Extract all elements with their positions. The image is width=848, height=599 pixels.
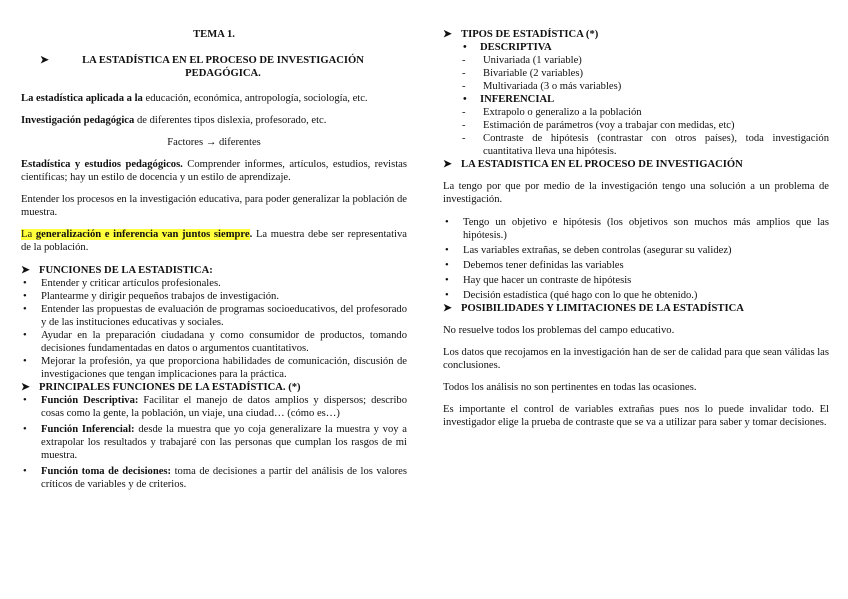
proceso-list [443, 216, 829, 302]
paragraph-estadistica-aplicada [21, 92, 407, 105]
highlighted-text [21, 229, 250, 240]
principales-list [21, 394, 407, 491]
item-bold: Función Inferencial: [41, 424, 135, 435]
paragraph-generalizacion [21, 228, 407, 254]
item-bold: Función Descriptiva: [41, 395, 139, 406]
list-item: • Hay que hacer un contraste de hipótesis [443, 274, 829, 287]
paragraph-limitacion-2: Los datos que recojamos en la investigación han de ser de calidad para que sean válidas las conclusiones. [443, 347, 829, 371]
paragraph-estudios [21, 158, 407, 184]
inferencial-list [443, 106, 829, 158]
section-heading-principales [21, 381, 407, 394]
descriptiva-label: • DESCRIPTIVA [443, 41, 829, 54]
highlight-bold: generalización e inferencia van juntos siempre [35, 229, 250, 240]
arrow-bullet-icon: ➤ [443, 303, 452, 314]
paragraph-limitacion-4: Es importante el control de variables extrañas pues nos lo puede invalidar todo. El investigador elige la prueba de contraste que se va a utilizar para saber y tomar decisiones. [443, 404, 829, 428]
arrow-bullet-icon: ➤ [443, 29, 452, 40]
list-item [21, 465, 407, 491]
funciones-list [21, 277, 407, 381]
heading-text: FUNCIONES DE LA ESTADISTICA: [39, 265, 213, 276]
section-heading-proceso [443, 158, 829, 171]
item-bold: Función toma de decisiones: [41, 466, 172, 477]
paragraph-text: educación, económica, antropología, sociología, etc. [142, 93, 368, 104]
list-item: - Bivariable (2 variables) [443, 67, 829, 80]
arrow-bullet-icon: ➤ [21, 265, 30, 276]
paragraph-bold: Investigación pedagógica [21, 115, 135, 126]
inferencial-label: • INFERENCIAL [443, 93, 829, 106]
list-item: • Las variables extrañas, se deben controlas (asegurar su validez) [443, 244, 829, 257]
left-column [21, 24, 407, 491]
section-heading-tipos [443, 28, 829, 41]
item-text: Facilitar el manejo de datos amplios y dispersos; describo cosas como la gente, la población, un viaje, una ciudad… (cómo es…) [41, 395, 407, 419]
list-item: - Extrapolo o generalizo a la población [443, 106, 829, 119]
main-heading-text: LA ESTADÍSTICA EN EL PROCESO DE INVESTIGACIÓN PEDAGÓGICA. [82, 55, 364, 79]
list-item: • Mejorar la profesión, ya que proporciona habilidades de comunicación, discusión de investigaciones que tengan implicaciones para la práctica. [21, 355, 407, 381]
list-item: • Tengo un objetivo e hipótesis (los objetivos son muchos más amplios que las hipótesis.) [443, 216, 829, 242]
paragraph-proceso-intro: La tengo por que por medio de la investigación tengo una solución a un problema de investigación. [443, 181, 829, 205]
item-text: toma de decisiones a partir del análisis de los valores críticos de variables y de criterios. [41, 466, 408, 490]
item-text: desde la muestra que yo coja generalizare la muestra y voy a extrapolar los resultados y trabajaré con las personas que cumplan los rasgos de mi muestra. [41, 424, 408, 461]
arrow-bullet-icon: ➤ [40, 55, 49, 66]
paragraph-text: La muestra debe ser representativa de la población. [21, 229, 407, 253]
arrow-bullet-icon: ➤ [443, 159, 452, 170]
period: . [249, 229, 253, 240]
paragraph-limitacion-3: Todos los análisis no son pertinentes en todas las ocasiones. [443, 382, 697, 393]
section-heading-main [21, 54, 407, 80]
paragraph-investigacion [21, 114, 407, 127]
list-item: • Plantearme y dirigir pequeños trabajos de investigación. [21, 290, 407, 303]
list-item [21, 394, 407, 420]
heading-text: POSIBILIDADES Y LIMITACIONES DE LA ESTADÍSTICA [461, 303, 744, 314]
heading-text: TIPOS DE ESTADÍSTICA (*) [461, 29, 599, 40]
descriptiva-list [443, 54, 829, 93]
section-heading-posibilidades [443, 302, 829, 315]
highlight-plain: La [21, 229, 36, 240]
paragraph-bold: La estadística aplicada a la [21, 93, 143, 104]
paragraph-text: Comprender informes, artículos, estudios, revistas científicas; hay un estilo de docencia y un estilo de aprendizaje. [21, 159, 407, 183]
list-item: • Entender las propuestas de evaluación de programas socioeducativos, del profesorado y de las instituciones educativas y sociales. [21, 303, 407, 329]
list-item [21, 423, 407, 462]
section-heading-funciones [21, 264, 407, 277]
list-item: • Entender y criticar artículos profesionales. [21, 277, 407, 290]
right-column [443, 28, 829, 429]
list-item: - Univariada (1 variable) [443, 54, 829, 67]
list-item: • Ayudar en la preparación ciudadana y como consumidor de productos, tomando decisiones fundamentadas en datos o argumentos cuantitativos. [21, 329, 407, 355]
heading-text: LA ESTADISTICA EN EL PROCESO DE INVESTIGACIÓN [461, 159, 743, 170]
list-item: • Decisión estadística (qué hago con lo que he obtenido.) [443, 289, 829, 302]
paragraph-limitacion-1: No resuelve todos los problemas del campo educativo. [443, 325, 675, 336]
list-item: - Contraste de hipótesis (contrastar con otros países), toda investigación cuantitativa lleva una hipótesis. [443, 132, 829, 158]
list-item: - Estimación de parámetros (voy a trabajar con medidas, etc) [443, 119, 829, 132]
paragraph-bold: Estadística y estudios pedagógicos. [21, 159, 183, 170]
arrow-bullet-icon: ➤ [21, 382, 30, 393]
paragraph-procesos: Entender los procesos en la investigación educativa, para poder generalizar la población de muestra. [21, 194, 407, 218]
doc-title: TEMA 1. [193, 29, 235, 40]
heading-text: PRINCIPALES FUNCIONES DE LA ESTADÍSTICA. (*) [39, 382, 301, 393]
paragraph-factores: Factores → diferentes [167, 137, 261, 148]
list-item: - Multivariada (3 o más variables) [443, 80, 829, 93]
paragraph-text: de diferentes tipos dislexia, profesorado, etc. [134, 115, 327, 126]
list-item: • Debemos tener definidas las variables [443, 259, 829, 272]
